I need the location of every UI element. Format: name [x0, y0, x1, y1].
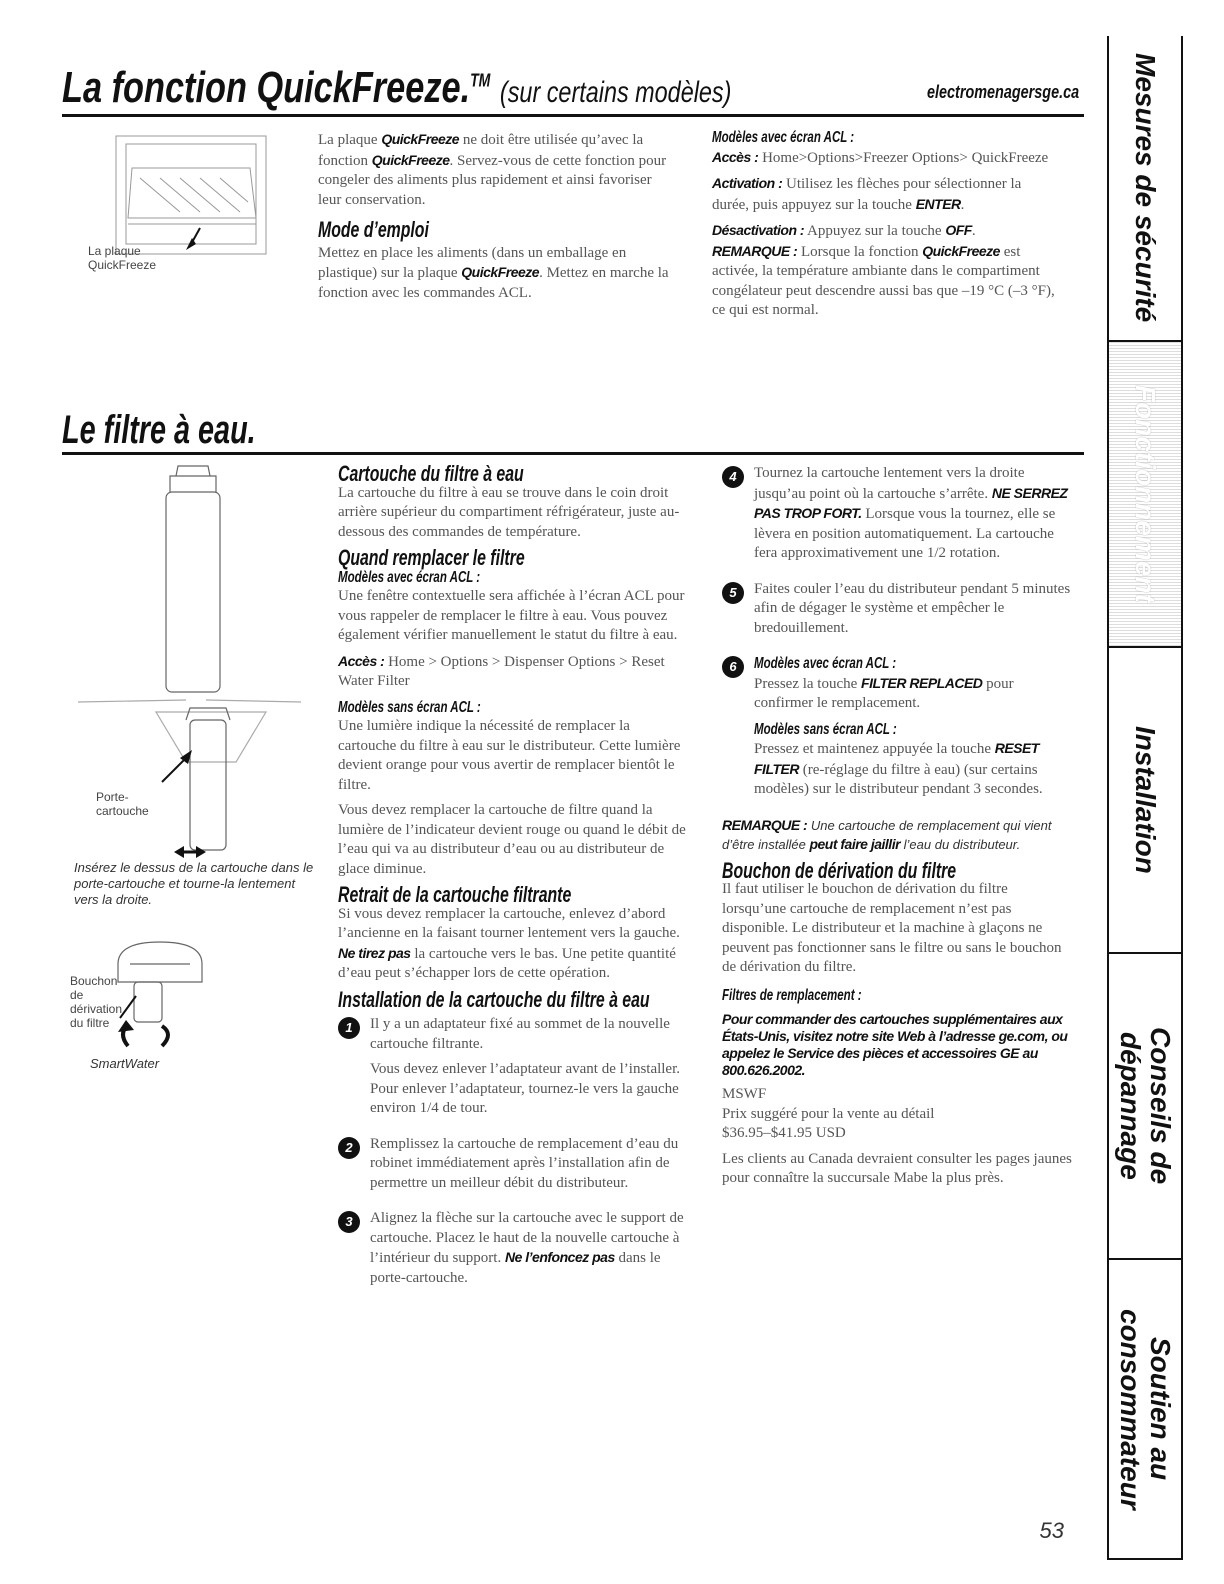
- page-title: La fonction QuickFreeze.™ (sur certains modèles): [62, 63, 732, 112]
- cartouche-text: La cartouche du filtre à eau se trouve dans le coin droit arrière supérieur du compartiment réfrigérateur, juste au-dessous des commandes de température.: [338, 484, 680, 540]
- quand-acl-heading: Modèles avec écran ACL :: [338, 568, 481, 586]
- filtre-column-middle: Cartouche du filtre à eau La cartouche du filtre à eau se trouve dans le coin droit arrière supérieur du compartiment réfrigérateur, juste au-dessous des commandes de température. Quand remplacer le filtre Modèles avec écran ACL : Une fenêtre contextuelle sera affichée à l’écran ACL pour vous rappeler de remplacer le filtre à eau. Vous pouvez également vérifier manuellement le statut du filtre à eau. Accès : Home > Options > Dispenser Options > Reset Water Filter Modèles sans écran ACL : Une lumière indique la nécessité de remplacer la cartouche du filtre à eau sur le distributeur. Cette lumière devient orange pour vous avertir de remplacer bientôt le filtre. Vous devez remplacer la cartouche de filtre quand la lumière de l’indicateur devient rouge ou quand le débit de l’eau qui va au distributeur d’eau ou au distributeur de glace diminue. Retrait de la cartouche filtrante Si vous devez remplacer la cartouche, enlevez d’abord l’ancienne en la faisant tourner lentement vers la gauche. Ne tirez pas la cartouche vers le bas. Une petite quantité d’eau peut s’échapper lors de cette opération. Installation de la cartouche du filtre à eau 1 Il y a un adaptateur fixé au sommet de la nouvelle cartouche filtrante. Vous devez enlever l’adaptateur avant de l’installer. Pour enlever l’adaptateur, tournez-le vers la gauche environ 1/4 de tour. 2 Remplissez la cartouche de remplacement d’eau du robinet immédiatement après l’installation afin de permettre un meilleur débit du distributeur. 3 Alignez la flèche sur la cartouche avec le support de cartouche. Placez le haut de la nouvelle cartouche à l’intérieur du support. Ne l’enfoncez pas dans le porte-cartouche.: [338, 464, 688, 1304]
- mode-emploi-heading: Mode d’emploi: [318, 217, 429, 242]
- step-number: 1: [338, 1017, 360, 1039]
- install-step-5: 5 Faites couler l’eau du distributeur pendant 5 minutes afin de dégager le système et empêcher le bredouillement.: [722, 580, 1074, 645]
- price-value: $36.95–$41.95 USD: [722, 1125, 846, 1141]
- header-rule: [62, 114, 1084, 117]
- figure-label-smartwater: SmartWater: [90, 1056, 160, 1071]
- quickfreeze-acl: Modèles avec écran ACL : Accès : Home>Options>Freezer Options> QuickFreeze Activation : Utilisez les flèches pour sélectionner la durée, puis appuyez sur la touche ENTER. Désactivation : Appuyez sur la touche OFF. REMARQUE : Lorsque la fonction QuickFreeze est activée, la température ambiante dans le compartiment congélateur peut descendre aussi bas que –19 °C (–3 °F), ce qui est normal.: [712, 128, 1062, 327]
- quand-acl-text: Une fenêtre contextuelle sera affichée à l’écran ACL pour vous rappeler de remplacer le filtre à eau. Vous pouvez également vérifier manuellement le statut du filtre à eau.: [338, 588, 685, 643]
- quand-sans-heading: Modèles sans écran ACL :: [338, 698, 481, 716]
- figure-label-plaque: La plaque QuickFreeze: [88, 244, 157, 272]
- quand-sans-text2: Vous devez remplacer la cartouche de filtre quand la lumière de l’indicateur devient rouge ou quand le débit de l’eau qui va au distributeur d’eau ou au distributeur de glace diminue.: [338, 802, 686, 877]
- filtres-order-info: Pour commander des cartouches supplémentaires aux États-Unis, visitez notre site Web à l’adresse ge.com, ou appelez le Service des pièces et accessoires GE au 800.626.2002.: [722, 1011, 1068, 1078]
- side-tab-bar: [1107, 36, 1183, 1560]
- step-number: 4: [722, 466, 744, 488]
- filter-cartridge-figure: [66, 462, 311, 862]
- tab-installation[interactable]: Installation: [1109, 648, 1181, 954]
- install-step-4: 4 Tournez la cartouche lentement vers la droite jusqu’au point où la cartouche s’arrête. NE SERREZ PAS TROP FORT. Lorsque vous la tournez, elle se lèvera en position automatiquement. La cartouche fera approximativement une 1/2 rotation.: [722, 464, 1074, 570]
- step-number: 2: [338, 1137, 360, 1159]
- retrait-heading: Retrait de la cartouche filtrante: [338, 882, 572, 907]
- figure-caption: Insérez le dessus de la cartouche dans le porte-cartouche et tourne-la lentement vers la droite.: [74, 860, 314, 907]
- page-number: 53: [1039, 1518, 1064, 1543]
- quickfreeze-intro: La plaque QuickFreeze ne doit être utilisée qu’avec la fonction QuickFreeze. Servez-vous de cette fonction pour congeler des aliments plus rapidement et ainsi favoriser leur conservation. Mode d’emploi Mettez en place les aliments (dans un emballage en plastique) sur la plaque QuickFreeze. Mettez en marche la fonction avec les commandes ACL.: [318, 130, 678, 309]
- step-number: 5: [722, 582, 744, 604]
- step-number: 3: [338, 1211, 360, 1233]
- canada-text: Les clients au Canada devraient consulter les pages jaunes pour connaître la succursale Mabe la plus près.: [722, 1150, 1072, 1186]
- price-label: Prix suggéré pour la vente au détail: [722, 1105, 935, 1122]
- website-url: electromenagersge.ca: [926, 82, 1079, 102]
- tab-mesures-securite[interactable]: Mesures de sécurité: [1109, 36, 1181, 342]
- quand-sans-text1: Une lumière indique la nécessité de remplacer la cartouche du filtre à eau sur le distributeur. Cette lumière devient orange pour vous avertir de remplacer bientôt le filtre.: [338, 718, 681, 793]
- bouchon-text: Il faut utiliser le bouchon de dérivation du filtre lorsqu’une cartouche de remplacement n’est pas disponible. Le distributeur et la machine à glaçons ne peuvent pas fonctionner sans le filtre ou sans le bouchon de dérivation du filtre.: [722, 881, 1062, 975]
- tab-conseils-depannage[interactable]: Conseils de dépannage: [1109, 954, 1181, 1260]
- figure-label-bouchon: Bouchon de dérivation du filtre: [70, 974, 123, 1030]
- quickfreeze-figure: [80, 128, 310, 278]
- section-title-filtre: Le filtre à eau.: [62, 408, 256, 452]
- filtre-remarque: REMARQUE : Une cartouche de remplacement qui vient d’être installée peut faire jaillir l’eau du distributeur.: [722, 816, 1052, 852]
- tab-soutien-consommateur[interactable]: Soutien au consommateur: [1109, 1260, 1181, 1560]
- install-heading: Installation de la cartouche du filtre à eau: [338, 986, 650, 1012]
- install-step-3: 3 Alignez la flèche sur la cartouche avec le support de cartouche. Placez le haut de la nouvelle cartouche à l’intérieur du support. Ne l’enfoncez pas dans le porte-cartouche.: [338, 1209, 688, 1294]
- step-number: 6: [722, 656, 744, 678]
- filtres-heading: Filtres de remplacement :: [722, 986, 862, 1004]
- model-mswf: MSWF: [722, 1086, 767, 1102]
- filtre-column-right: [722, 464, 1074, 1195]
- install-step-2: 2 Remplissez la cartouche de remplacement d’eau du robinet immédiatement après l’installation afin de permettre un meilleur débit du distributeur.: [338, 1135, 688, 1200]
- tab-fonctionnement[interactable]: Fonctionnement: [1109, 342, 1181, 648]
- bypass-plug-figure: [70, 934, 270, 1084]
- bouchon-heading: Bouchon de dérivation du filtre: [722, 857, 957, 883]
- quand-heading: Quand remplacer le filtre: [338, 545, 525, 570]
- section-rule: [62, 452, 1084, 455]
- figure-label-porte-cartouche: Porte- cartouche: [96, 790, 149, 818]
- acl-heading: Modèles avec écran ACL :: [712, 129, 855, 146]
- install-step-1: 1 Il y a un adaptateur fixé au sommet de la nouvelle cartouche filtrante. Vous devez enlever l’adaptateur avant de l’installer. Pour enlever l’adaptateur, tournez-le vers la gauche environ 1/4 de tour.: [338, 1015, 688, 1125]
- cartouche-heading: Cartouche du filtre à eau: [338, 461, 524, 486]
- install-step-6: 6 Modèles avec écran ACL : Pressez la touche FILTER REPLACED pour confirmer le remplacement. Modèles sans écran ACL : Pressez et maintenez appuyée la touche RESET FILTER (re-réglage du filtre à eau) (sur certains modèles) sur le distributeur pendant 3 secondes.: [722, 654, 1074, 806]
